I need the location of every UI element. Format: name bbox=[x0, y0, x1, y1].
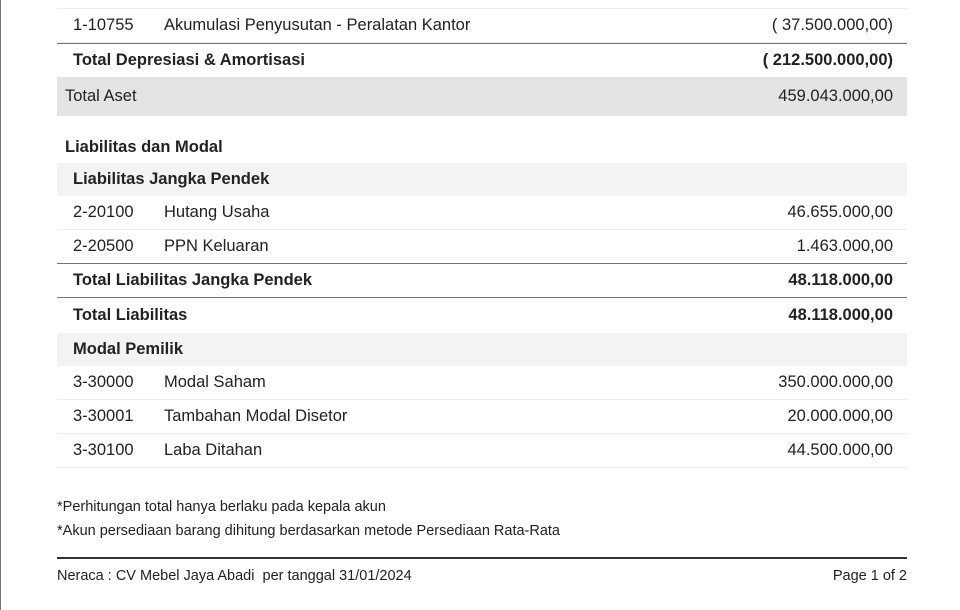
group-heading-label: Modal Pemilik bbox=[73, 340, 184, 358]
footer-page-number: Page 1 of 2 bbox=[832, 568, 907, 584]
footer-report-title: Neraca : CV Mebel Jaya Abadi per tanggal 31/01/2024 bbox=[57, 568, 412, 584]
section-heading-liabilities-equity bbox=[57, 132, 907, 163]
total-liabilities-row bbox=[57, 297, 907, 333]
footer-divider bbox=[57, 557, 907, 559]
account-name: Laba Ditahan bbox=[164, 441, 263, 459]
total-label: Total Liabilitas Jangka Pendek bbox=[73, 271, 313, 289]
note-item: *Akun persediaan barang dihitung berdasarkan metode Persediaan Rata-Rata bbox=[57, 523, 560, 539]
total-amount: 48.118.000,00 bbox=[788, 306, 893, 324]
account-code: 3-30001 bbox=[73, 407, 134, 425]
notes bbox=[57, 495, 560, 543]
total-assets-label: Total Aset bbox=[65, 87, 137, 105]
group-heading-owner-equity bbox=[57, 333, 907, 366]
total-depreciation-row bbox=[57, 43, 907, 77]
account-code: 2-20100 bbox=[73, 203, 134, 221]
total-assets-amount: 459.043.000,00 bbox=[778, 87, 893, 105]
account-row bbox=[57, 434, 907, 468]
account-code: 1-10755 bbox=[73, 16, 134, 34]
account-name: Hutang Usaha bbox=[164, 203, 270, 221]
total-amount: ( 212.500.000,00) bbox=[762, 51, 893, 69]
account-name: Modal Saham bbox=[164, 373, 266, 391]
total-short-term-row bbox=[57, 263, 907, 297]
group-heading-label: Liabilitas Jangka Pendek bbox=[73, 170, 270, 188]
account-amount: 46.655.000,00 bbox=[787, 203, 893, 221]
note-item: *Perhitungan total hanya berlaku pada kepala akun bbox=[57, 499, 386, 515]
balance-sheet-table bbox=[57, 0, 907, 468]
account-amount: ( 37.500.000,00) bbox=[771, 16, 893, 34]
account-code: 3-30100 bbox=[73, 441, 134, 459]
account-amount: 1.463.000,00 bbox=[796, 237, 893, 255]
account-name: Tambahan Modal Disetor bbox=[164, 407, 348, 425]
page-footer bbox=[57, 568, 907, 584]
total-label: Total Depresiasi & Amortisasi bbox=[73, 51, 305, 69]
account-amount: 350.000.000,00 bbox=[778, 373, 893, 391]
account-amount: 20.000.000,00 bbox=[787, 407, 893, 425]
table-row-partial bbox=[57, 0, 907, 9]
account-name: Akumulasi Penyusutan - Peralatan Kantor bbox=[164, 16, 471, 34]
account-name: PPN Keluaran bbox=[164, 237, 269, 255]
account-row bbox=[57, 196, 907, 230]
page-left-border bbox=[0, 0, 1, 610]
section-heading-label: Liabilitas dan Modal bbox=[65, 138, 223, 156]
account-row bbox=[57, 9, 907, 43]
account-code: 2-20500 bbox=[73, 237, 134, 255]
account-code: 3-30000 bbox=[73, 373, 134, 391]
total-label: Total Liabilitas bbox=[73, 306, 188, 324]
account-row bbox=[57, 366, 907, 400]
group-heading-short-term bbox=[57, 163, 907, 196]
account-amount: 44.500.000,00 bbox=[787, 441, 893, 459]
total-amount: 48.118.000,00 bbox=[788, 271, 893, 289]
account-row bbox=[57, 230, 907, 263]
total-assets-row bbox=[57, 77, 907, 116]
account-row bbox=[57, 400, 907, 434]
